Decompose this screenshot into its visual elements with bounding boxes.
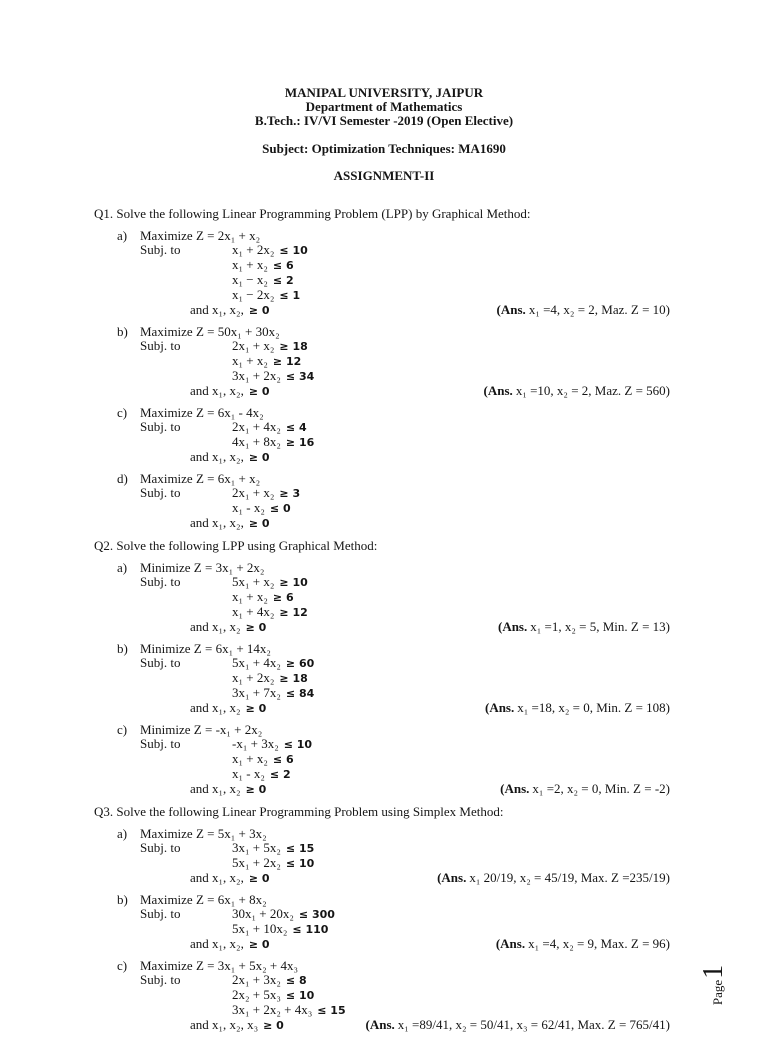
subject-to-row <box>94 907 670 937</box>
subject-to-row <box>94 841 670 871</box>
objective-function: Maximize Z = 6x₁ - 4x₂ <box>140 405 264 420</box>
nonnegativity-vars: and x₁, x₂, <box>190 936 244 951</box>
subject-to-row <box>94 737 670 782</box>
constraints-list <box>232 575 670 620</box>
nonnegativity-row <box>94 1018 670 1033</box>
part-label: b) <box>117 324 128 339</box>
nonnegativity-vars: and x₁, x₂, <box>190 302 244 317</box>
objective-row <box>94 561 670 575</box>
constraint-expression: 3x₁ + 5x₂ <box>232 840 281 855</box>
objective-row <box>94 642 670 656</box>
constraint-line <box>232 988 670 1003</box>
answer-value: x₁ =2, x₂ = 0, Min. Z = -2) <box>532 781 670 796</box>
objective-row <box>94 959 670 973</box>
constraint-expression: x₁ + 4x₂ <box>232 604 275 619</box>
objective-function: Maximize Z = 3x₁ + 5x₂ + 4x₃ <box>140 958 298 973</box>
constraint-expression: x₁ - x₂ <box>232 766 265 781</box>
nonnegativity-text <box>190 450 270 465</box>
answer-value: x₁ =4, x₂ = 9, Max. Z = 96) <box>528 936 670 951</box>
objective-function: Minimize Z = 3x₁ + 2x₂ <box>140 560 265 575</box>
answer-label: (Ans. <box>484 700 515 715</box>
constraint-bound: ≤ 34 <box>285 370 315 383</box>
constraint-bound: ≤ 6 <box>272 259 294 272</box>
answer-text <box>484 384 670 398</box>
part-label: a) <box>117 826 128 841</box>
nonnegativity-text <box>190 384 270 399</box>
answer-label: (Ans. <box>483 383 513 398</box>
part-label: c) <box>117 722 128 737</box>
nonnegativity-text <box>190 516 270 531</box>
constraint-bound: ≤ 300 <box>298 908 335 921</box>
objective-row <box>94 229 670 243</box>
constraint-line <box>232 737 670 752</box>
constraint-expression: 5x₁ + 4x₂ <box>232 655 281 670</box>
constraint-bound: ≤ 110 <box>292 923 329 936</box>
nonnegativity-row <box>94 782 670 797</box>
nonnegativity-row <box>94 620 670 635</box>
constraint-expression: x₁ + x₂ <box>232 751 268 766</box>
constraint-line <box>232 369 670 384</box>
question-heading: Q2. Solve the following LPP using Graphical Method: <box>94 538 378 553</box>
subject-to-row <box>94 243 670 303</box>
constraint-expression: 2x₁ + x₂ <box>232 485 275 500</box>
constraint-bound: ≤ 10 <box>285 989 315 1002</box>
answer-label: (Ans. <box>365 1017 395 1032</box>
subject-to-label: Subj. to <box>140 485 181 500</box>
constraint-bound: ≤ 15 <box>285 842 315 855</box>
nonnegativity-text <box>190 782 266 797</box>
assignment-part <box>94 561 670 635</box>
constraint-expression: x₁ + x₂ <box>232 353 268 368</box>
subject-to-label: Subj. to <box>140 655 181 670</box>
constraint-line <box>232 339 670 354</box>
constraints-list <box>232 737 670 782</box>
subject-to-label: Subj. to <box>140 906 181 921</box>
constraint-expression: 3x₁ + 2x₂ + 4x₃ <box>232 1002 313 1017</box>
assignment-part <box>94 642 670 716</box>
constraint-bound: ≤ 15 <box>317 1004 346 1017</box>
answer-value: x₁ 20/19, x₂ = 45/19, Max. Z =235/19) <box>469 870 670 885</box>
answer-value: x₁ =89/41, x₂ = 50/41, x₃ = 62/41, Max. Z = 765/41) <box>397 1017 670 1032</box>
constraint-line <box>232 354 670 369</box>
constraint-bound: ≤ 8 <box>285 974 307 987</box>
constraint-expression: 2x₁ + x₂ <box>232 338 275 353</box>
constraint-expression: x₁ − x₂ <box>232 272 268 287</box>
assignment-part <box>94 325 670 399</box>
constraint-line <box>232 420 670 435</box>
document-header <box>0 86 768 183</box>
constraint-expression: -x₁ + 3x₂ <box>232 736 279 751</box>
nonnegativity-bound: ≥ 0 <box>248 938 270 951</box>
constraint-line <box>232 605 670 620</box>
part-label: b) <box>117 641 128 656</box>
nonnegativity-bound: ≥ 0 <box>248 451 270 464</box>
constraint-expression: 4x₁ + 8x₂ <box>232 434 281 449</box>
nonnegativity-row <box>94 450 670 465</box>
assignment-part <box>94 406 670 465</box>
subject-to-label: Subj. to <box>140 338 181 353</box>
constraint-expression: x₁ + 2x₂ <box>232 670 275 685</box>
answer-text <box>500 782 670 796</box>
answer-text <box>497 303 670 317</box>
constraint-expression: 2x₁ + 3x₂ <box>232 972 281 987</box>
constraints-list <box>232 656 670 701</box>
constraint-bound: ≤ 4 <box>285 421 307 434</box>
nonnegativity-bound: ≥ 0 <box>248 517 270 530</box>
part-label: c) <box>117 958 128 973</box>
subject-to-row <box>94 973 670 1018</box>
answer-value: x₁ =1, x₂ = 5, Min. Z = 13) <box>530 619 670 634</box>
subject-to-label: Subj. to <box>140 840 181 855</box>
nonnegativity-bound: ≥ 0 <box>248 304 270 317</box>
constraint-bound: ≥ 18 <box>279 672 308 685</box>
nonnegativity-text <box>190 303 270 318</box>
constraint-expression: x₁ + x₂ <box>232 257 268 272</box>
nonnegativity-bound: ≥ 0 <box>263 1019 284 1032</box>
constraint-bound: ≥ 60 <box>285 657 315 670</box>
assignment-part <box>94 723 670 797</box>
university-name: MANIPAL UNIVERSITY, JAIPUR <box>284 85 484 100</box>
nonnegativity-vars: and x₁, x₂, <box>190 870 244 885</box>
constraint-bound: ≥ 3 <box>279 487 301 500</box>
constraint-bound: ≥ 12 <box>279 606 308 619</box>
nonnegativity-text <box>190 1018 284 1033</box>
constraint-line <box>232 273 670 288</box>
nonnegativity-vars: and x₁, x₂ <box>190 781 241 796</box>
nonnegativity-bound: ≥ 0 <box>248 385 270 398</box>
nonnegativity-text <box>190 937 270 952</box>
constraint-line <box>232 288 670 303</box>
nonnegativity-row <box>94 937 670 952</box>
nonnegativity-row <box>94 384 670 399</box>
constraint-line <box>232 922 670 937</box>
nonnegativity-text <box>190 871 270 886</box>
subject-to-label: Subj. to <box>140 574 181 589</box>
program-line: B.Tech.: IV/VI Semester -2019 (Open Elective) <box>254 113 514 128</box>
nonnegativity-row <box>94 303 670 318</box>
constraint-line <box>232 841 670 856</box>
nonnegativity-text <box>190 701 266 716</box>
answer-label: (Ans. <box>495 936 526 951</box>
part-label: a) <box>117 560 128 575</box>
subject-to-label: Subj. to <box>140 736 181 751</box>
constraint-bound: ≤ 10 <box>279 244 308 257</box>
questions-area <box>94 202 670 1040</box>
objective-function: Maximize Z = 6x₁ + 8x₂ <box>140 892 267 907</box>
subject-to-row <box>94 656 670 701</box>
constraint-bound: ≤ 10 <box>285 857 315 870</box>
nonnegativity-bound: ≥ 0 <box>245 702 267 715</box>
question-section <box>94 206 670 531</box>
department-name: Department of Mathematics <box>305 99 463 114</box>
objective-function: Maximize Z = 5x₁ + 3x₂ <box>140 826 267 841</box>
constraint-line <box>232 1003 670 1018</box>
constraint-line <box>232 575 670 590</box>
objective-function: Maximize Z = 50x₁ + 30x₂ <box>140 324 280 339</box>
page-footer <box>700 920 734 1050</box>
constraint-bound: ≤ 1 <box>279 289 301 302</box>
constraints-list <box>232 841 670 871</box>
subject-to-row <box>94 339 670 384</box>
constraint-line <box>232 767 670 782</box>
answer-text <box>485 701 670 715</box>
objective-function: Minimize Z = 6x₁ + 14x₂ <box>140 641 271 656</box>
objective-row <box>94 472 670 486</box>
page-word: Page <box>710 979 725 1006</box>
nonnegativity-bound: ≥ 0 <box>245 621 267 634</box>
constraints-list <box>232 973 670 1018</box>
assignment-part <box>94 893 670 952</box>
part-label: b) <box>117 892 128 907</box>
constraint-expression: x₁ - x₂ <box>232 500 265 515</box>
assignment-title: ASSIGNMENT-II <box>333 168 435 183</box>
constraint-bound: ≥ 16 <box>285 436 315 449</box>
constraint-expression: 5x₁ + x₂ <box>232 574 275 589</box>
objective-function: Maximize Z = 6x₁ + x₂ <box>140 471 261 486</box>
constraint-bound: ≥ 10 <box>279 576 308 589</box>
nonnegativity-bound: ≥ 0 <box>245 783 267 796</box>
constraints-list <box>232 339 670 384</box>
constraint-line <box>232 671 670 686</box>
constraint-line <box>232 590 670 605</box>
answer-text <box>498 620 670 634</box>
page-number: 1 <box>698 964 729 979</box>
nonnegativity-text <box>190 620 266 635</box>
answer-label: (Ans. <box>497 619 528 634</box>
part-label: d) <box>117 471 128 486</box>
constraint-bound: ≤ 84 <box>285 687 315 700</box>
objective-function: Minimize Z = -x₁ + 2x₂ <box>140 722 263 737</box>
constraint-expression: 2x₁ + 4x₂ <box>232 419 281 434</box>
nonnegativity-row <box>94 871 670 886</box>
constraint-line <box>232 907 670 922</box>
constraint-bound: ≥ 6 <box>272 591 294 604</box>
constraint-line <box>232 656 670 671</box>
nonnegativity-row <box>94 516 670 531</box>
constraint-line <box>232 486 670 501</box>
subject-to-row <box>94 575 670 620</box>
constraint-bound: ≤ 0 <box>269 502 291 515</box>
objective-row <box>94 893 670 907</box>
question-section <box>94 538 670 797</box>
nonnegativity-vars: and x₁, x₂ <box>190 619 241 634</box>
constraint-line <box>232 258 670 273</box>
constraints-list <box>232 243 670 303</box>
constraint-expression: x₁ + 2x₂ <box>232 242 275 257</box>
question-heading: Q1. Solve the following Linear Programming Problem (LPP) by Graphical Method: <box>94 206 531 221</box>
constraint-bound: ≤ 2 <box>269 768 291 781</box>
assignment-part <box>94 472 670 531</box>
answer-value: x₁ =10, x₂ = 2, Maz. Z = 560) <box>515 383 670 398</box>
constraint-bound: ≥ 12 <box>272 355 302 368</box>
nonnegativity-vars: and x₁, x₂, x₃ <box>190 1017 259 1032</box>
constraint-bound: ≤ 6 <box>272 753 294 766</box>
constraint-line <box>232 973 670 988</box>
objective-row <box>94 723 670 737</box>
constraint-line <box>232 243 670 258</box>
constraint-line <box>232 686 670 701</box>
constraints-list <box>232 420 670 450</box>
answer-text <box>366 1018 671 1032</box>
question-heading: Q3. Solve the following Linear Programming Problem using Simplex Method: <box>94 804 504 819</box>
answer-label: (Ans. <box>496 302 526 317</box>
constraint-expression: 5x₁ + 2x₂ <box>232 855 281 870</box>
answer-text <box>437 871 670 885</box>
constraint-line <box>232 856 670 871</box>
answer-label: (Ans. <box>500 781 530 796</box>
constraint-bound: ≥ 18 <box>279 340 308 353</box>
objective-row <box>94 406 670 420</box>
answer-label: (Ans. <box>437 870 467 885</box>
constraint-expression: 2x₂ + 5x₃ <box>232 987 281 1002</box>
question-section <box>94 804 670 1033</box>
part-label: c) <box>117 405 128 420</box>
nonnegativity-vars: and x₁, x₂, <box>190 515 244 530</box>
nonnegativity-vars: and x₁, x₂, <box>190 449 244 464</box>
answer-value: x₁ =18, x₂ = 0, Min. Z = 108) <box>517 700 670 715</box>
constraint-expression: 5x₁ + 10x₂ <box>232 921 288 936</box>
subject-to-row <box>94 486 670 516</box>
constraint-expression: 30x₁ + 20x₂ <box>232 906 294 921</box>
answer-text <box>496 937 670 951</box>
objective-row <box>94 827 670 841</box>
nonnegativity-vars: and x₁, x₂, <box>190 383 244 398</box>
subject-line: Subject: Optimization Techniques: MA1690 <box>262 141 506 156</box>
constraint-line <box>232 435 670 450</box>
constraint-bound: ≤ 2 <box>272 274 294 287</box>
assignment-part <box>94 959 670 1033</box>
objective-function: Maximize Z = 2x₁ + x₂ <box>140 228 261 243</box>
subject-to-label: Subj. to <box>140 419 181 434</box>
constraints-list <box>232 486 670 516</box>
constraint-expression: 3x₁ + 2x₂ <box>232 368 281 383</box>
nonnegativity-bound: ≥ 0 <box>248 872 270 885</box>
assignment-part <box>94 229 670 318</box>
constraints-list <box>232 907 670 937</box>
constraint-line <box>232 501 670 516</box>
constraint-bound: ≤ 10 <box>283 738 313 751</box>
constraint-expression: x₁ + x₂ <box>232 589 268 604</box>
subject-to-label: Subj. to <box>140 972 181 987</box>
constraint-expression: x₁ − 2x₂ <box>232 287 275 302</box>
part-label: a) <box>117 228 128 243</box>
assignment-part <box>94 827 670 886</box>
subject-to-label: Subj. to <box>140 242 181 257</box>
constraint-expression: 3x₁ + 7x₂ <box>232 685 281 700</box>
objective-row <box>94 325 670 339</box>
nonnegativity-vars: and x₁, x₂ <box>190 700 241 715</box>
subject-to-row <box>94 420 670 450</box>
answer-value: x₁ =4, x₂ = 2, Maz. Z = 10) <box>528 302 670 317</box>
constraint-line <box>232 752 670 767</box>
nonnegativity-row <box>94 701 670 716</box>
